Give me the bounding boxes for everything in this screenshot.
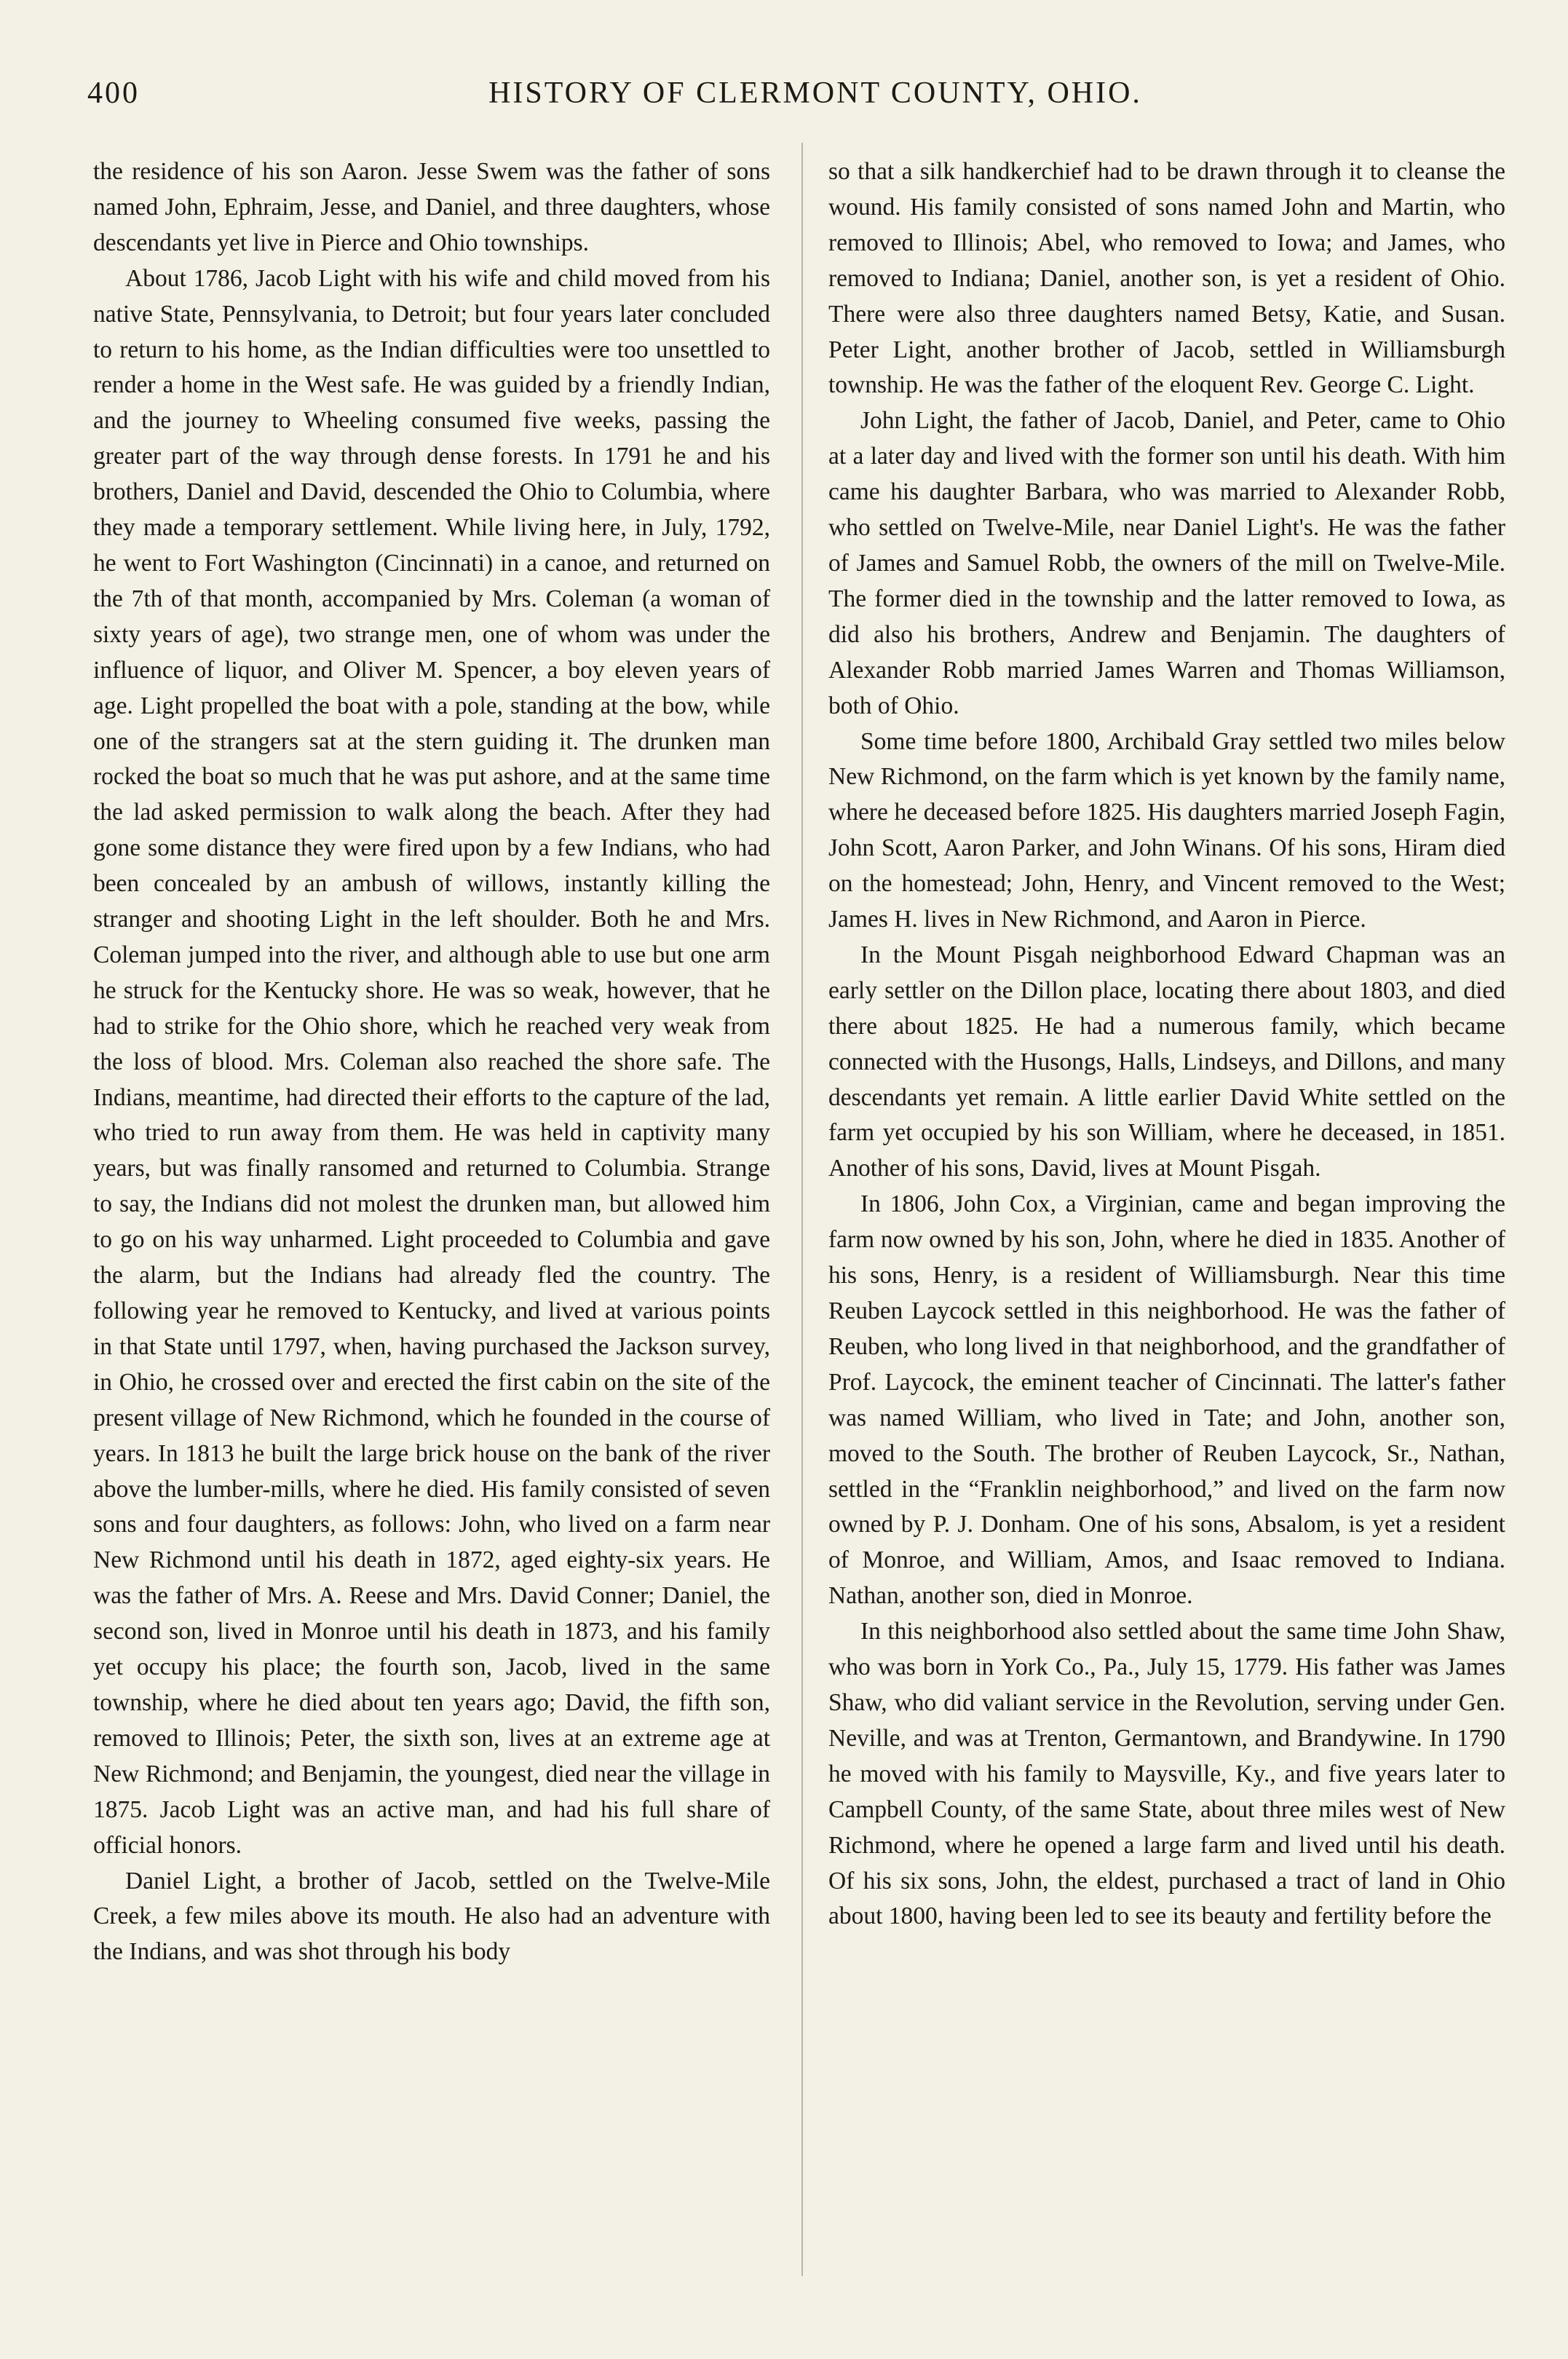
- running-title: HISTORY OF CLERMONT COUNTY, OHIO.: [488, 76, 1142, 110]
- right-column: [828, 154, 1505, 2295]
- left-paragraph-3: Daniel Light, a brother of Jacob, settled on the Twelve-Mile Creek, a few miles above its mouth. He also had an adventure with the Indians, and was shot through his body: [93, 1867, 770, 1966]
- left-paragraph-1: the residence of his son Aaron. Jesse Swem was the father of sons named John, Ephraim, Jesse, and Daniel, and three daughters, whose descendants yet live in Pierce and Ohio townships.: [93, 158, 770, 256]
- right-paragraph-6: In this neighborhood also settled about the same time John Shaw, who was born in York Co., Pa., July 15, 1779. His father was James Shaw, who did valiant service in the Revolution, serving under Gen. Neville, and was at Trenton, Germantown, and Brandywine. In 1790 he moved with his family to Maysville, Ky., and five years later to Campbell County, of the same State, about three miles west of New Richmond, where he opened a large farm and lived until his death. Of his six sons, John, the eldest, purchased a tract of land in Ohio about 1800, having been led to see its beauty and fertility before the: [828, 1618, 1505, 1930]
- right-paragraph-2: John Light, the father of Jacob, Daniel, and Peter, came to Ohio at a later day and lived with the former son until his death. With him came his daughter Barbara, who was married to Alexander Robb, who settled on Twelve-Mile, near Daniel Light's. He was the father of James and Samuel Robb, the owners of the mill on Twelve-Mile. The former died in the township and the latter removed to Iowa, as did also his brothers, Andrew and Benjamin. The daughters of Alexander Robb married James Warren and Thomas Williamson, both of Ohio.: [828, 407, 1505, 719]
- right-paragraph-4: In the Mount Pisgah neighborhood Edward Chapman was an early settler on the Dillon place, locating there about 1803, and died there about 1825. He had a numerous family, which became connected with the Husongs, Halls, Lindseys, and Dillons, and many descendants yet remain. A little earlier David White settled on the farm yet occupied by his son William, where he deceased, in 1851. Another of his sons, David, lives at Mount Pisgah.: [828, 941, 1505, 1182]
- page-number: 400: [87, 76, 140, 110]
- right-paragraph-1: so that a silk handkerchief had to be drawn through it to cleanse the wound. His family consisted of sons named John and Martin, who removed to Illinois; Abel, who removed to Iowa; and James, who removed to Indiana; Daniel, another son, is yet a resident of Ohio. There were also three daughters named Betsy, Katie, and Susan. Peter Light, another brother of Jacob, settled in Williamsburgh township. He was the father of the eloquent Rev. George C. Light.: [828, 158, 1505, 399]
- right-paragraph-5: In 1806, John Cox, a Virginian, came and began improving the farm now owned by his son, John, where he died in 1835. Another of his sons, Henry, is a resident of Williamsburgh. Near this time Reuben Laycock settled in this neighborhood. He was the father of Reuben, who long lived in that neighborhood, and the grandfather of Prof. Laycock, the eminent teacher of Cincinnati. The latter's father was named William, who lived in Tate; and John, another son, moved to the South. The brother of Reuben Laycock, Sr., Nathan, settled in the “Franklin neighborhood,” and lived on the farm now owned by P. J. Donham. One of his sons, Absalom, is yet a resident of Monroe, and William, Amos, and Isaac removed to Indiana. Nathan, another son, died in Monroe.: [828, 1190, 1505, 1610]
- left-paragraph-2: About 1786, Jacob Light with his wife and child moved from his native State, Pennsylvania, to Detroit; but four years later concluded to return to his home, as the Indian difficulties were too unsettled to render a home in the West safe. He was guided by a friendly Indian, and the journey to Wheeling consumed five weeks, passing the greater part of the way through dense forests. In 1791 he and his brothers, Daniel and David, descended the Ohio to Columbia, where they made a temporary settlement. While living here, in July, 1792, he went to Fort Washington (Cincinnati) in a canoe, and returned on the 7th of that month, accompanied by Mrs. Coleman (a woman of sixty years of age), two strange men, one of whom was under the influence of liquor, and Oliver M. Spencer, a boy eleven years of age. Light propelled the boat with a pole, standing at the bow, while one of the strangers sat at the stern guiding it. The drunken man rocked the boat so much that he was put ashore, and at the same time the lad asked permission to walk along the beach. After they had gone some distance they were fired upon by a few Indians, who had been concealed by an ambush of willows, instantly killing the stranger and shooting Light in the left shoulder. Both he and Mrs. Coleman jumped into the river, and although able to use but one arm he struck for the Kentucky shore. He was so weak, however, that he had to strike for the Ohio shore, which he reached very weak from the loss of blood. Mrs. Coleman also reached the shore safe. The Indians, meantime, had directed their efforts to the capture of the lad, who tried to run away from them. He was held in captivity many years, but was finally ransomed and returned to Columbia. Strange to say, the Indians did not molest the drunken man, but allowed him to go on his way unharmed. Light proceeded to Columbia and gave the alarm, but the Indians had already fled the country. The following year he removed to Kentucky, and lived at various points in that State until 1797, when, having purchased the Jackson survey, in Ohio, he crossed over and erected the first cabin on the site of the present village of New Richmond, which he founded in the course of years. In 1813 he built the large brick house on the bank of the river above the lumber-mills, where he died. His family consisted of seven sons and four daughters, as follows: John, who lived on a farm near New Richmond until his death in 1872, aged eighty-six years. He was the father of Mrs. A. Reese and Mrs. David Conner; Daniel, the second son, lived in Monroe until his death in 1873, and his family yet occupy his place; the fourth son, Jacob, lived in the same township, where he died about ten years ago; David, the fifth son, removed to Illinois; Peter, the sixth son, lives at an extreme age at New Richmond; and Benjamin, the youngest, died near the village in 1875. Jacob Light was an active man, and had his full share of official honors.: [93, 264, 770, 1859]
- page-header: [87, 76, 1514, 119]
- left-column: [93, 154, 770, 2295]
- right-paragraph-3: Some time before 1800, Archibald Gray settled two miles below New Richmond, on the farm which is yet known by the family name, where he deceased before 1825. His daughters married Joseph Fagin, John Scott, Aaron Parker, and John Winans. Of his sons, Hiram died on the homestead; John, Henry, and Vincent removed to the West; James H. lives in New Richmond, and Aaron in Pierce.: [828, 727, 1505, 933]
- column-divider: [801, 143, 803, 2276]
